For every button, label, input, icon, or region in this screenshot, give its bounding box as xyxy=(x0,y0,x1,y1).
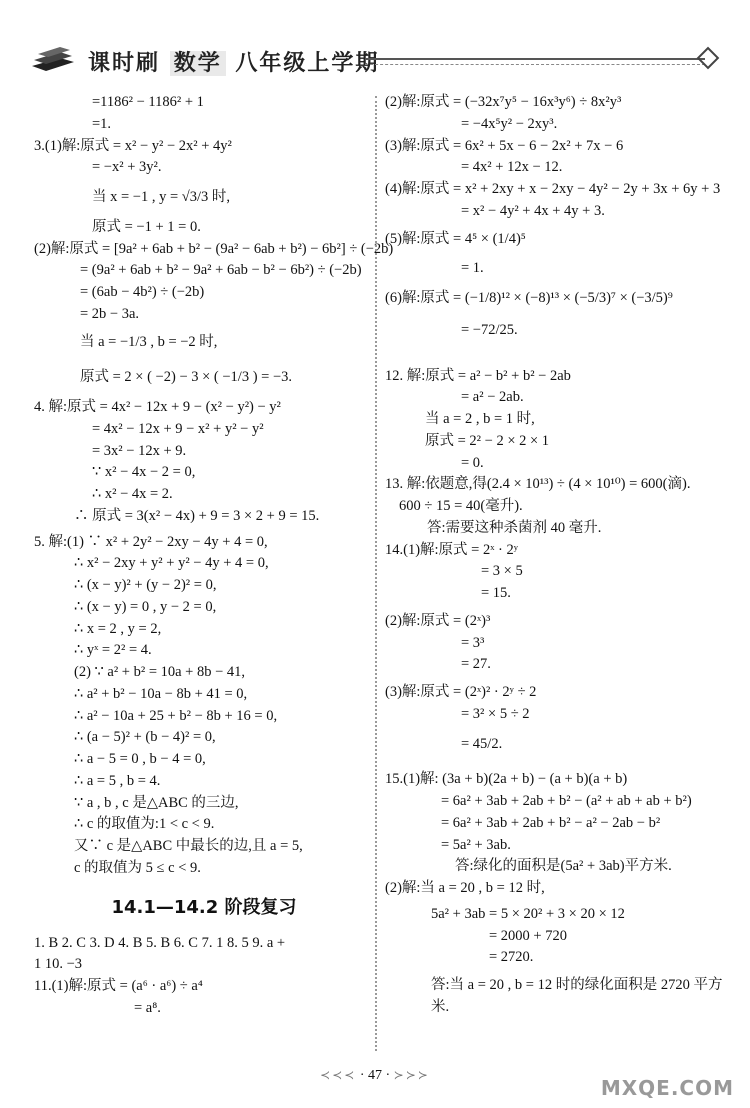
text-line: = 4x² − 12x + 9 − x² + y² − y² xyxy=(92,420,264,437)
text-line: = 5a² + 3ab. xyxy=(441,836,511,853)
text-line: = 1. xyxy=(461,260,484,277)
text-line: 15.(1)解: (3a + b)(2a + b) − (a + b)(a + b) xyxy=(385,771,628,788)
left-column-after-lines xyxy=(34,933,374,1020)
text-line: = (6ab − 4b²) ÷ (−2b) xyxy=(80,284,205,300)
text-line: (2)解:当 a = 20 , b = 12 时, xyxy=(385,880,545,896)
text-line: ∴ (x − y)² + (y − 2)² = 0, xyxy=(74,577,217,593)
text-line: 米. xyxy=(431,998,450,1015)
text-line: = a² − 2ab. xyxy=(461,389,524,406)
text-line: = 0. xyxy=(461,454,484,471)
watermark: MXQE.COM xyxy=(600,1076,734,1100)
text-line: = 6a² + 3ab + 2ab + b² − (a² + ab + ab + b²) xyxy=(441,793,692,809)
text-line: 答:当 a = 20 , b = 12 时的绿化面积是 2720 平方 xyxy=(431,977,723,993)
text-line: ∴ a = 5 , b = 4. xyxy=(74,772,161,789)
text-line: ∵ x² − 4x − 2 = 0, xyxy=(92,464,196,481)
text-line: = 6a² + 3ab + 2ab + b² − a² − 2ab − b² xyxy=(441,814,661,831)
text-line: (5)解:原式 = 4⁵ × (1/4)⁵ xyxy=(385,230,526,247)
text-line: = 3 × 5 xyxy=(481,563,523,580)
text-line: 答:需要这种杀菌剂 40 毫升. xyxy=(427,519,602,536)
text-line: =1186² − 1186² + 1 xyxy=(92,94,204,110)
right-column-lines xyxy=(385,92,725,1019)
text-line: (2)解:原式 = (−32x⁷y⁵ − 16x³y⁶) ÷ 8x²y³ xyxy=(385,94,622,110)
text-line: 13. 解:依题意,得(2.4 × 10¹³) ÷ (4 × 10¹⁰) = 600(滴). xyxy=(385,476,691,493)
column-divider xyxy=(375,96,377,1051)
text-line: = 45/2. xyxy=(461,735,503,752)
text-line: ∴ x² − 4x = 2. xyxy=(92,486,173,502)
text-line: = (9a² + 6ab + b² − 9a² + 6ab − b² − 6b²) ÷ (−2b) xyxy=(80,262,362,279)
text-line: (6)解:原式 = (−1/8)¹² × (−8)¹³ × (−5/3)⁷ × (−3/5)⁹ xyxy=(385,290,673,306)
section-title: 14.1—14.2 阶段复习 xyxy=(111,896,297,918)
text-line: 当 x = −1 , y = √3/3 时, xyxy=(92,189,231,205)
text-line: 原式 = 2² − 2 × 2 × 1 xyxy=(425,432,550,449)
text-line: ∴ x² − 2xy + y² + y² − 4y + 4 = 0, xyxy=(74,555,269,572)
text-line: (2)解:原式 = (2ˣ)³ xyxy=(385,612,491,629)
text-line: 3.(1)解:原式 = x² − y² − 2x² + 4y² xyxy=(34,137,232,154)
text-line: 12. 解:原式 = a² − b² + b² − 2ab xyxy=(385,367,571,384)
text-line: (3)解:原式 = 6x² + 5x − 6 − 2x² + 7x − 6 xyxy=(385,137,624,154)
text-line: 当 a = −1/3 , b = −2 时, xyxy=(80,333,218,350)
text-line: 5a² + 3ab = 5 × 20² + 3 × 20 × 12 xyxy=(431,905,625,922)
text-line: = 2b − 3a. xyxy=(80,305,140,322)
text-line: 答:绿化的面积是(5a² + 3ab)平方米. xyxy=(455,858,672,875)
left-ornament-icon: ≺≺≺ xyxy=(320,1068,357,1082)
page-header xyxy=(30,40,720,84)
page-number-value: 47 xyxy=(368,1068,382,1083)
text-line: (2)解:原式 = [9a² + 6ab + b² − (9a² − 6ab + b²) − 6b²] ÷ (−2b) xyxy=(34,240,394,257)
text-line: = −x² + 3y². xyxy=(92,159,162,176)
text-line: = 2000 + 720 xyxy=(489,927,567,944)
text-line: ∴ yˣ = 2² = 4. xyxy=(74,642,152,659)
right-ornament-icon: ≻≻≻ xyxy=(393,1068,430,1082)
right-column xyxy=(385,92,725,1019)
text-line: (4)解:原式 = x² + 2xy + x − 2xy − 4y² − 2y + 3x + 6y + 3 xyxy=(385,181,721,197)
text-line: ∴ (a − 5)² + (b − 4)² = 0, xyxy=(74,729,216,746)
page-number: · 47 · xyxy=(359,1068,391,1083)
text-line: = x² − 4y² + 4x + 4y + 3. xyxy=(461,202,605,219)
text-line: ∵ a , b , c 是△ABC 的三边, xyxy=(74,794,239,811)
text-line: 11.(1)解:原式 = (a⁶ · a⁶) ÷ a⁴ xyxy=(34,978,203,994)
text-line: ∴ c 的取值为:1 < c < 9. xyxy=(74,816,215,833)
text-line: 原式 = −1 + 1 = 0. xyxy=(92,218,201,235)
text-line: c 的取值为 5 ≤ c < 9. xyxy=(74,859,201,876)
text-line: ∴ a² − 10a + 25 + b² − 8b + 16 = 0, xyxy=(74,707,278,724)
text-line: 1 10. −3 xyxy=(34,956,83,973)
text-line: 4. 解:原式 = 4x² − 12x + 9 − (x² − y²) − y² xyxy=(34,399,281,415)
left-column xyxy=(34,92,394,1020)
subject-name: 数学 xyxy=(170,51,226,76)
text-line: ∴ 原式 = 3(x² − 4x) + 9 = 3 × 2 + 9 = 15. xyxy=(74,507,320,524)
grade-name: 八年级上学期 xyxy=(235,51,380,76)
text-line: 14.(1)解:原式 = 2ˣ · 2ʸ xyxy=(385,541,519,558)
text-line: 600 ÷ 15 = 40(毫升). xyxy=(399,498,523,514)
text-line: (2) ∵ a² + b² = 10a + 8b − 41, xyxy=(74,664,246,680)
text-line: ∴ a − 5 = 0 , b − 4 = 0, xyxy=(74,751,206,767)
header-rule xyxy=(365,58,705,60)
text-line: (3)解:原式 = (2ˣ)² · 2ʸ ÷ 2 xyxy=(385,684,537,700)
text-line: ∴ x = 2 , y = 2, xyxy=(74,620,162,637)
diamond-ornament-icon xyxy=(697,47,720,70)
text-line: ∴ (x − y) = 0 , y − 2 = 0, xyxy=(74,598,217,615)
text-line: =1. xyxy=(92,115,112,132)
text-line: 5. 解:(1) ∵ x² + 2y² − 2xy − 4y + 4 = 0, xyxy=(34,533,268,550)
left-column-lines xyxy=(34,92,394,880)
text-line: 又∵ c 是△ABC 中最长的边,且 a = 5, xyxy=(74,838,303,854)
book-stack-icon xyxy=(30,44,76,74)
text-line: 原式 = 2 × ( −2) − 3 × ( −1/3 ) = −3. xyxy=(80,369,293,386)
series-name: 课时刷 xyxy=(88,51,161,76)
text-line: ∴ a² + b² − 10a − 8b + 41 = 0, xyxy=(74,685,248,702)
text-line: = 4x² + 12x − 12. xyxy=(461,159,563,176)
text-line: = 15. xyxy=(481,585,511,601)
text-line: 1. B 2. C 3. D 4. B 5. B 6. C 7. 1 8. 5 9. a + xyxy=(34,934,286,951)
text-line: = 3² × 5 ÷ 2 xyxy=(461,705,530,722)
text-line: = 3³ xyxy=(461,634,485,651)
text-line: = −4x⁵y² − 2xy³. xyxy=(461,115,558,132)
text-line: = a⁸. xyxy=(134,999,161,1016)
header-title xyxy=(88,46,379,77)
header-rule-dashed xyxy=(365,64,705,65)
text-line: = 3x² − 12x + 9. xyxy=(92,442,187,459)
text-line: = −72/25. xyxy=(461,321,518,338)
text-line: 当 a = 2 , b = 1 时, xyxy=(425,411,535,427)
text-line: = 2720. xyxy=(489,949,534,966)
text-line: = 27. xyxy=(461,656,491,673)
